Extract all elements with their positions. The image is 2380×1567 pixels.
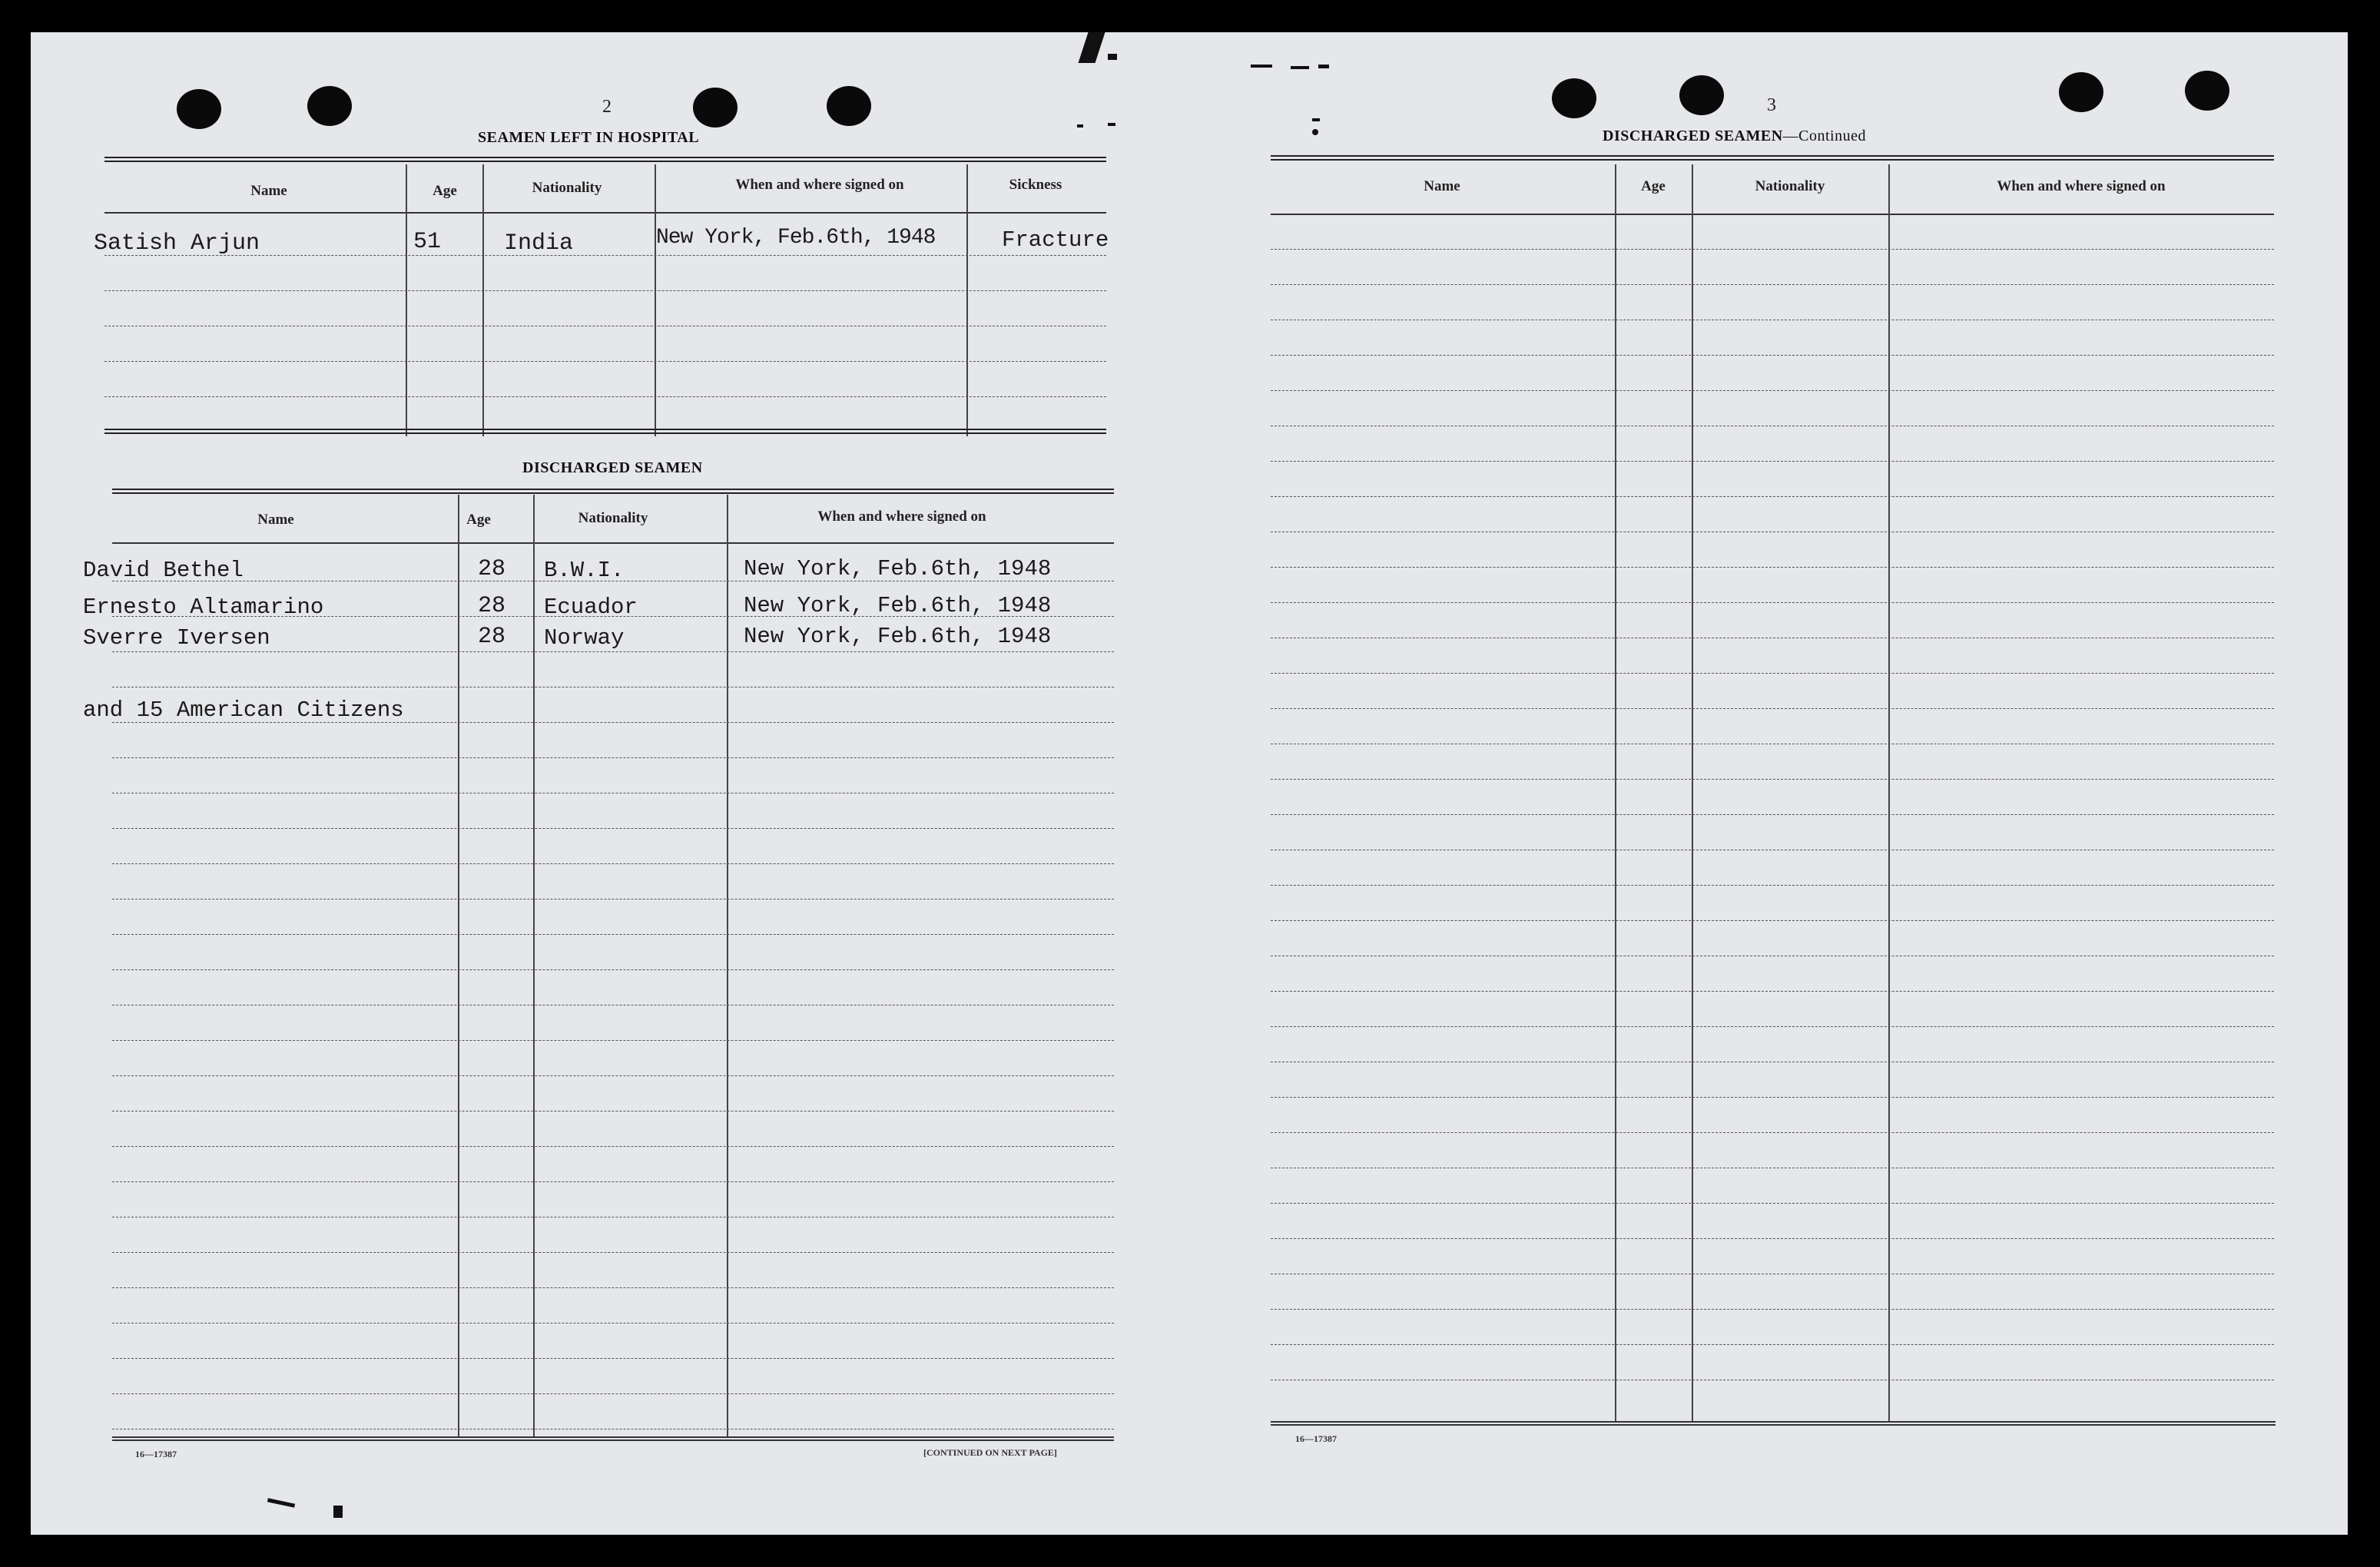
punch-hole	[177, 89, 221, 129]
col-header-name: Name	[1424, 178, 1460, 194]
section-title-discharged-continued	[1603, 128, 1866, 145]
continued-note: [CONTINUED ON NEXT PAGE]	[923, 1447, 1057, 1458]
col-header-age: Age	[433, 183, 457, 199]
ruled-line	[112, 757, 1114, 758]
section-title-hospital: SEAMEN LEFT IN HOSPITAL	[478, 129, 700, 146]
ruled-line	[1271, 1238, 2274, 1239]
col-divider	[533, 495, 535, 1436]
ruled-line	[112, 863, 1114, 864]
ruled-line	[1271, 355, 2274, 356]
discharged-signed-on: New York, Feb.6th, 1948	[744, 593, 1052, 618]
rule-bottom	[112, 1439, 1114, 1441]
scan-speck	[1077, 124, 1083, 128]
col-divider	[406, 164, 407, 436]
discharged-name: Sverre Iversen	[83, 625, 270, 651]
hospital-name: Satish Arjun	[94, 230, 260, 257]
col-divider	[458, 495, 459, 1436]
hospital-age: 51	[413, 229, 442, 255]
col-header-sickness: Sickness	[1009, 177, 1062, 193]
rule-double	[104, 429, 1106, 434]
punch-hole	[2059, 72, 2103, 112]
ruled-line	[112, 1146, 1114, 1147]
scan-speck	[1291, 66, 1309, 69]
ruled-line	[1271, 814, 2274, 815]
form-number: 16—17387	[135, 1449, 177, 1459]
ruled-line	[104, 396, 1106, 397]
ruled-line	[112, 1075, 1114, 1076]
ruled-line	[112, 1287, 1114, 1288]
scan-speck	[1108, 123, 1115, 126]
col-divider	[1888, 164, 1890, 1423]
header-rule	[1271, 214, 2274, 215]
ruled-line	[112, 934, 1114, 935]
scan-speck	[267, 1498, 295, 1507]
scan-speck	[1108, 54, 1117, 60]
form-number: 16—17387	[1295, 1433, 1337, 1444]
ruled-line	[112, 1393, 1114, 1394]
ruled-line	[112, 1252, 1114, 1253]
col-header-age: Age	[466, 512, 491, 528]
col-header-nationality: Nationality	[532, 180, 602, 196]
col-header-name: Name	[250, 183, 287, 199]
ruled-line	[1271, 1132, 2274, 1133]
scan-speck	[1312, 129, 1318, 135]
header-rule	[104, 212, 1106, 214]
ruled-line	[1271, 673, 2274, 674]
scan-speck	[1251, 65, 1272, 68]
scan-speck	[1318, 65, 1329, 68]
ruled-line	[112, 1323, 1114, 1324]
ruled-line	[112, 828, 1114, 829]
scan-speck	[1312, 118, 1320, 121]
ruled-line	[112, 1429, 1114, 1430]
page-number: 2	[602, 97, 612, 117]
col-header-name: Name	[257, 512, 294, 528]
ruled-line	[112, 651, 1114, 652]
ruled-line	[1271, 602, 2274, 603]
section-title-suffix: —Continued	[1782, 128, 1866, 144]
col-divider	[655, 164, 656, 436]
document-sheet	[31, 32, 2348, 1535]
page-number: 3	[1767, 95, 1776, 115]
ruled-line	[1271, 779, 2274, 780]
ruled-line	[1271, 390, 2274, 391]
rule-bottom	[1271, 1424, 2276, 1426]
hospital-signed-on: New York, Feb.6th, 1948	[656, 226, 936, 250]
punch-hole	[2185, 71, 2229, 111]
col-divider	[482, 164, 484, 436]
rule-double	[1271, 155, 2274, 161]
discharged-nationality: Ecuador	[544, 595, 638, 620]
ruled-line	[1271, 567, 2274, 568]
col-header-nationality: Nationality	[578, 510, 648, 526]
ruled-line	[104, 361, 1106, 362]
ruled-line	[1271, 1309, 2274, 1310]
hospital-sickness: Fracture	[1002, 227, 1109, 253]
ruled-line	[112, 1181, 1114, 1182]
discharged-age: 28	[478, 624, 506, 650]
ruled-line	[1271, 284, 2274, 285]
ruled-line	[1271, 920, 2274, 921]
col-divider	[1615, 164, 1616, 1423]
rule-bottom	[1271, 1421, 2276, 1423]
rule-double	[104, 157, 1106, 162]
col-header-age: Age	[1641, 178, 1666, 194]
discharged-signed-on: New York, Feb.6th, 1948	[744, 556, 1052, 581]
col-header-nationality: Nationality	[1755, 178, 1825, 194]
ruled-line	[112, 1358, 1114, 1359]
ruled-line	[1271, 249, 2274, 250]
ruled-line	[104, 290, 1106, 291]
col-divider	[727, 495, 728, 1436]
discharged-name: Ernesto Altamarino	[83, 595, 324, 620]
col-divider	[966, 164, 968, 436]
punch-hole	[827, 86, 871, 126]
punch-hole	[693, 88, 738, 128]
discharged-note: and 15 American Citizens	[83, 697, 404, 723]
discharged-name: David Bethel	[83, 558, 244, 583]
punch-hole	[307, 86, 352, 126]
discharged-age: 28	[478, 593, 506, 619]
ruled-line	[1271, 1026, 2274, 1027]
rule-double	[112, 489, 1114, 494]
ruled-line	[112, 1040, 1114, 1041]
col-header-signed-on: When and where signed on	[735, 177, 904, 193]
ruled-line	[1271, 461, 2274, 462]
scan-speck	[333, 1506, 343, 1518]
ruled-line	[1271, 885, 2274, 886]
section-title-discharged: DISCHARGED SEAMEN	[522, 459, 703, 476]
punch-hole	[1552, 78, 1596, 118]
hospital-nationality: India	[504, 230, 574, 257]
rule-bottom	[112, 1436, 1114, 1438]
header-rule	[112, 542, 1114, 544]
section-title-text: DISCHARGED SEAMEN	[1603, 128, 1783, 144]
ruled-line	[1271, 496, 2274, 497]
discharged-nationality: Norway	[544, 625, 625, 651]
col-header-signed-on: When and where signed on	[1997, 178, 2166, 194]
ruled-line	[1271, 1097, 2274, 1098]
discharged-age: 28	[478, 556, 506, 582]
ruled-line	[1271, 1203, 2274, 1204]
scan-speck	[1079, 32, 1105, 63]
discharged-signed-on: New York, Feb.6th, 1948	[744, 624, 1052, 649]
ruled-line	[1271, 1344, 2274, 1345]
punch-hole	[1679, 75, 1724, 115]
ruled-line	[112, 969, 1114, 970]
ruled-line	[1271, 708, 2274, 709]
discharged-nationality: B.W.I.	[544, 558, 625, 583]
ruled-line	[1271, 991, 2274, 992]
col-header-signed-on: When and where signed on	[817, 509, 986, 525]
col-divider	[1692, 164, 1693, 1423]
